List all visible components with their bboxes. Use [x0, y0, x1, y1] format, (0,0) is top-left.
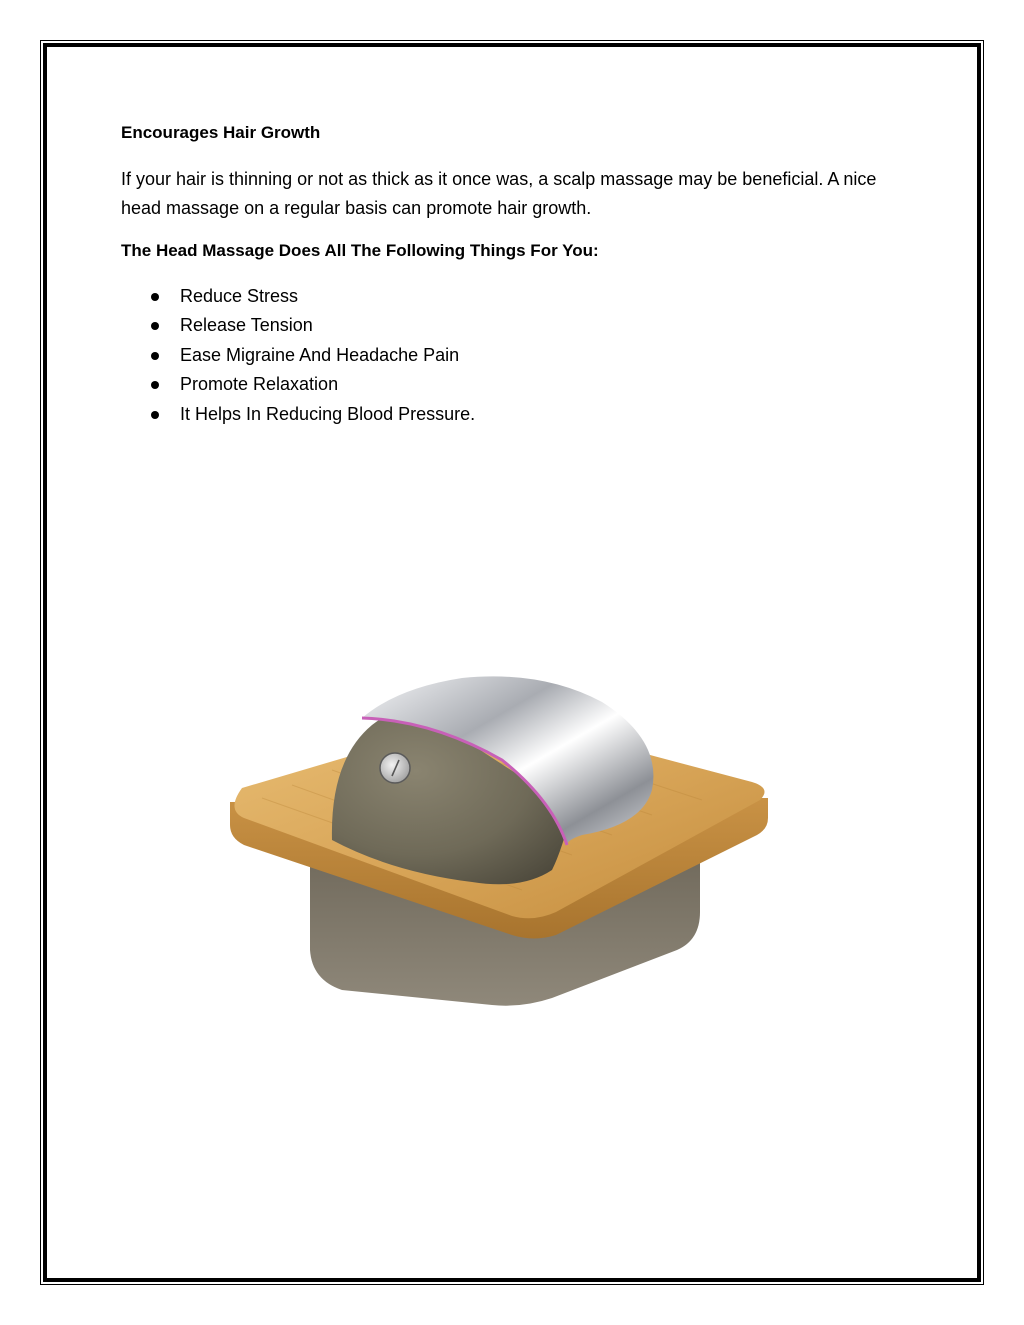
- list-item-text: Reduce Stress: [180, 286, 299, 306]
- document-content: [121, 120, 921, 429]
- list-item: [121, 311, 921, 340]
- list-item: [121, 341, 921, 370]
- list-item: [121, 400, 921, 429]
- list-item-text: Promote Relaxation: [180, 374, 339, 395]
- list-item: [121, 282, 921, 311]
- benefits-list: [121, 282, 921, 429]
- section-heading: Encourages Hair Growth: [121, 123, 321, 142]
- list-item-text: Release Tension: [180, 315, 313, 336]
- bullet-icon: [151, 322, 159, 330]
- list-item: [121, 370, 921, 399]
- bullet-icon: [151, 293, 159, 301]
- bullet-icon: [151, 352, 159, 360]
- head-massager-image: [222, 650, 782, 1020]
- bullet-icon: [151, 381, 159, 389]
- list-item-text: It Helps In Reducing Blood Pressure.: [180, 403, 476, 424]
- bullet-icon: [151, 411, 159, 419]
- body-paragraph: If your hair is thinning or not as thick as it once was, a scalp massage may be beneficial. A nice head massage on a regular basis can promote hair growth.: [121, 169, 877, 218]
- list-heading: The Head Massage Does All The Following Things For You:: [121, 241, 599, 260]
- list-item-text: Ease Migraine And Headache Pain: [180, 344, 460, 365]
